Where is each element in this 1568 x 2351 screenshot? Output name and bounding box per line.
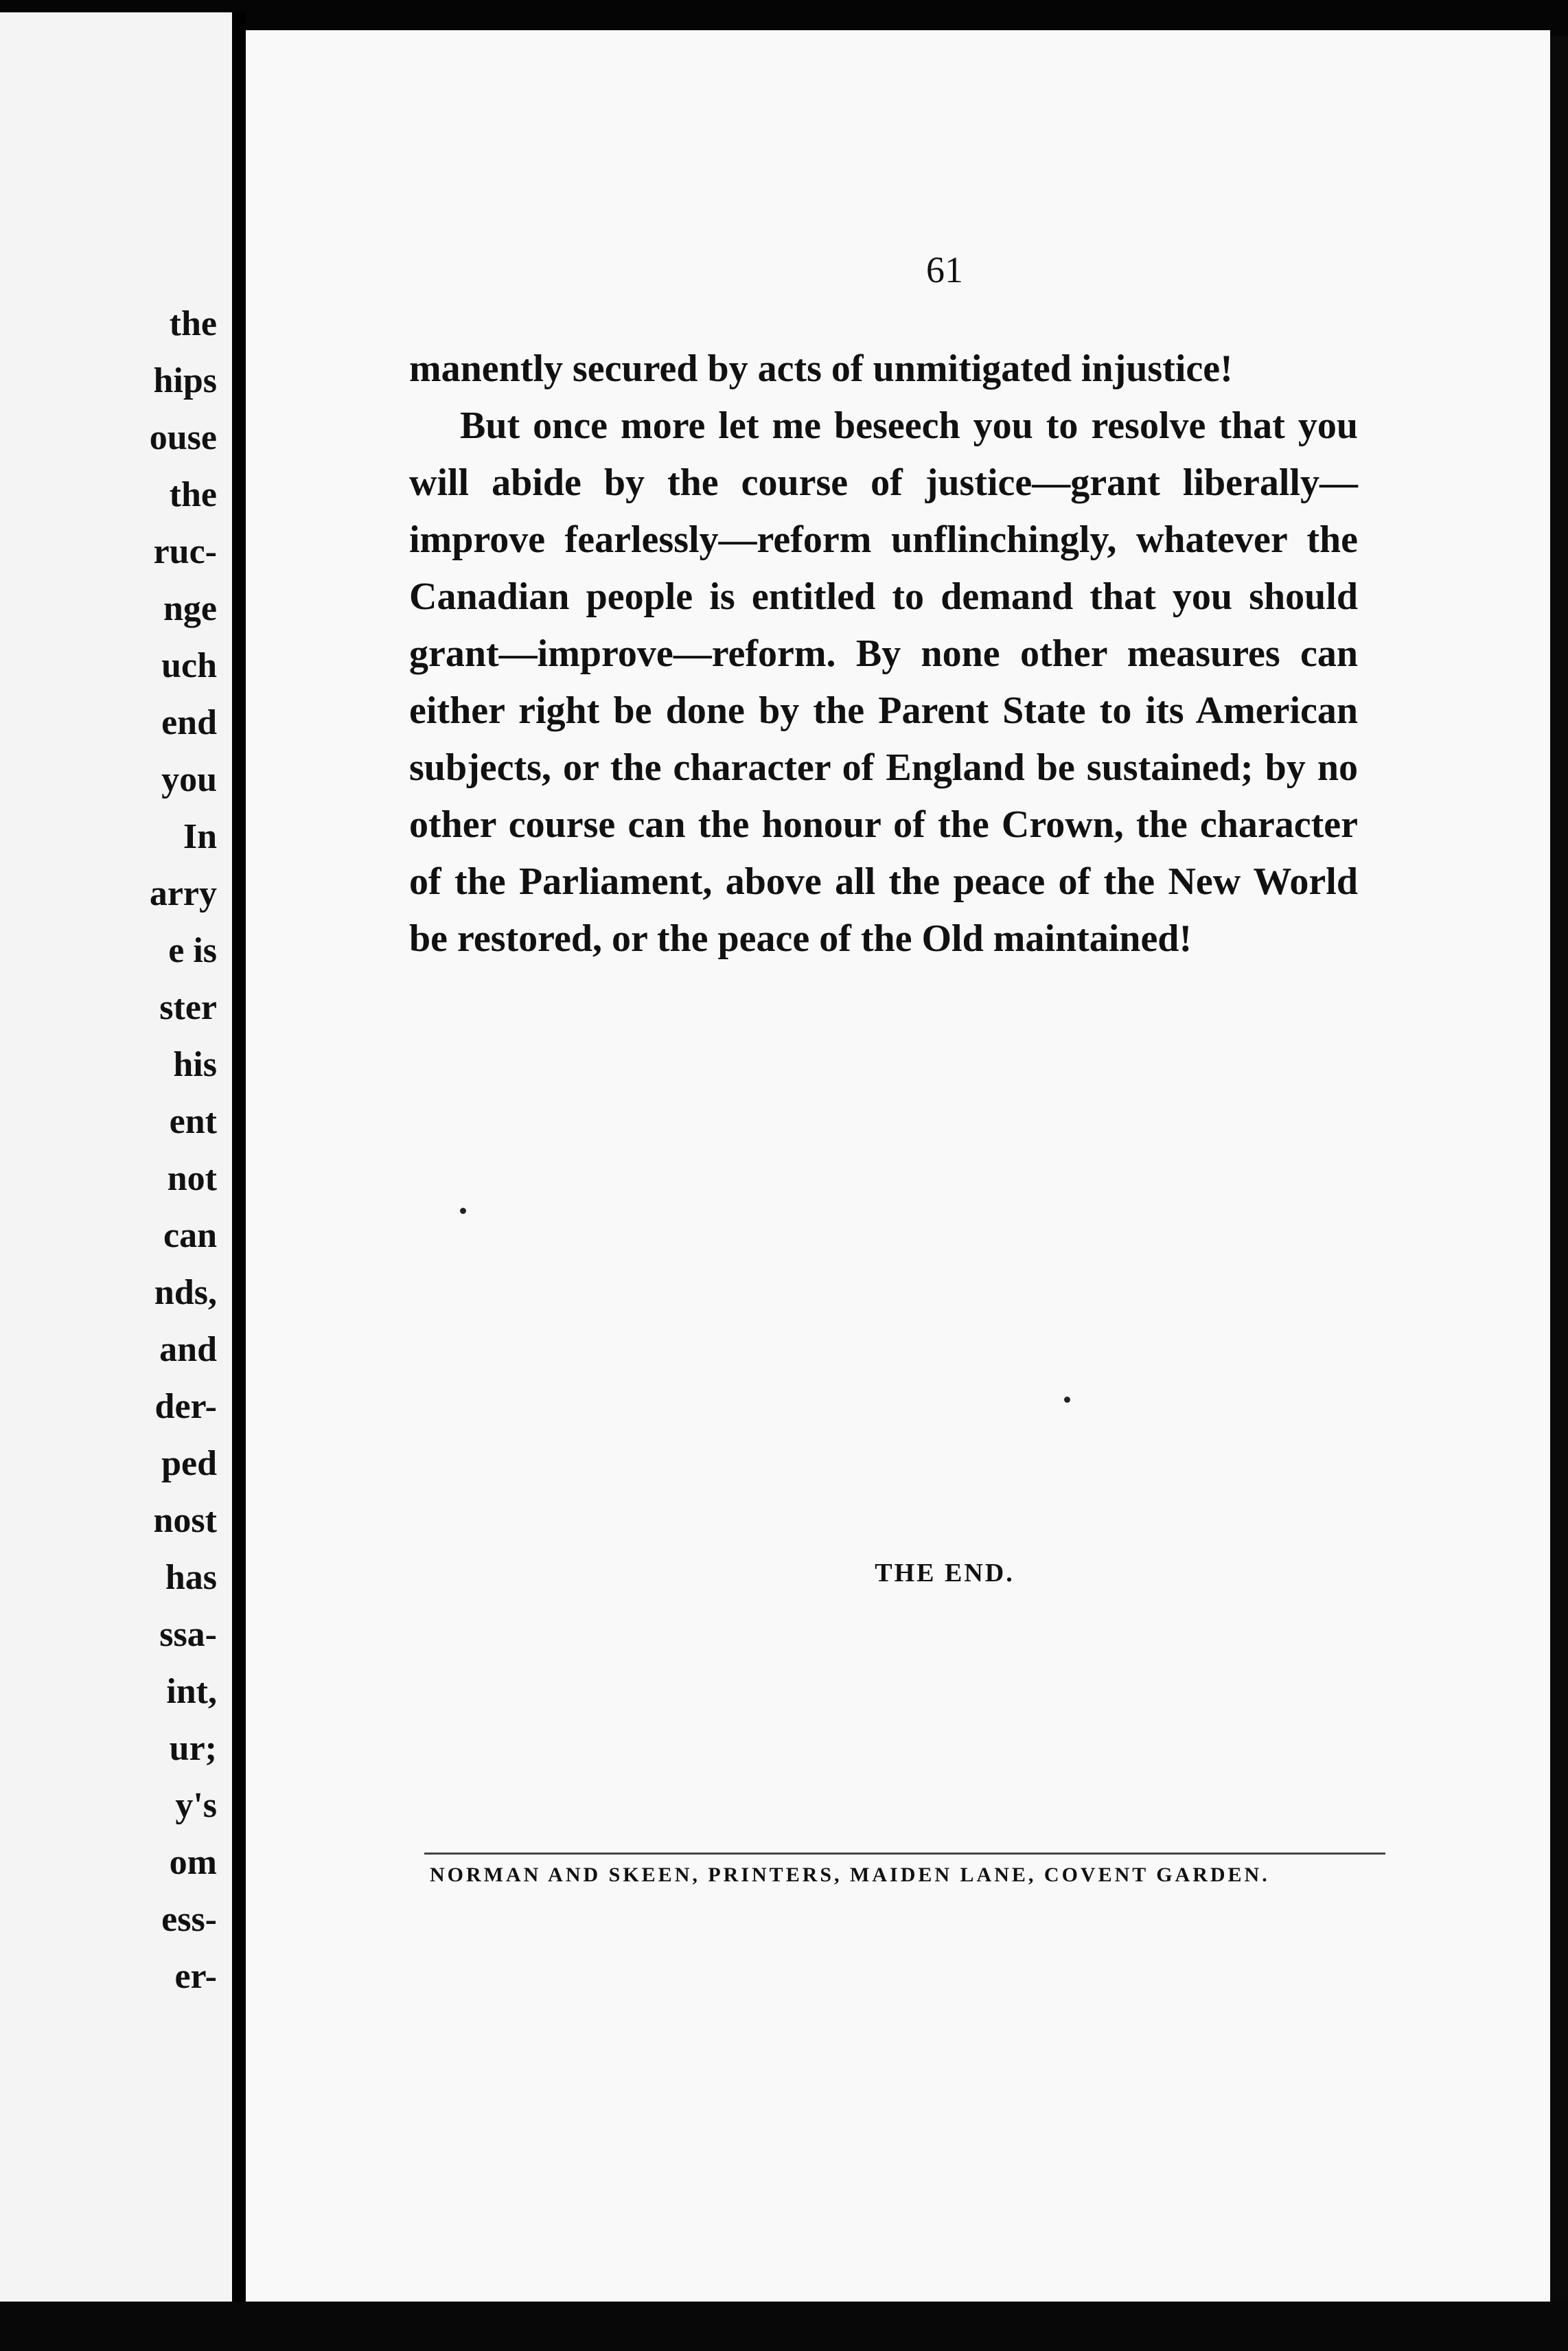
left-page-fragment: not [167, 1159, 217, 1198]
left-page-fragment: the [169, 304, 217, 343]
left-page-fragment: ruc- [153, 532, 217, 571]
left-page-fragment: ur; [169, 1729, 217, 1768]
left-page-fragment: e is [168, 931, 217, 970]
left-page-fragment: arry [149, 874, 217, 913]
ink-speck [460, 1208, 466, 1214]
left-page-fragment: ssa- [159, 1615, 217, 1654]
left-page-fragment: ent [169, 1102, 217, 1141]
body-text [409, 341, 1358, 967]
left-page-fragment: end [161, 703, 217, 742]
left-page-fragment: er- [174, 1957, 217, 1996]
scan-bottom-border [0, 2302, 1568, 2351]
left-page-fragment: om [169, 1843, 217, 1882]
left-page-fragment: the [169, 475, 217, 514]
left-page-fragment: ess- [161, 1900, 217, 1939]
printer-imprint: NORMAN AND SKEEN, PRINTERS, MAIDEN LANE, COVENT GARDEN. [430, 1863, 1270, 1886]
paragraph-1: manently secured by acts of unmitigated injustice! [409, 347, 1233, 390]
left-page-fragment: ouse [149, 418, 217, 457]
left-page-fragment: has [165, 1558, 217, 1597]
paragraph-2: But once more let me beseech you to resolve that you will abide by the course of justice—grant liberally—improve fearlessly—reform unflinchingly, whatever the Canadian people is entitled to demand that you should grant—improve—reform. By none other measures can either right be done by the Parent State to its American subjects, or the character of England be sustained; by no other course can the honour of the Crown, the character of the Parliament, above all the peace of the New World be restored, or the peace of the Old maintained! [409, 404, 1358, 960]
the-end-heading: THE END. [875, 1559, 1015, 1587]
left-page-fragment: hips [153, 361, 217, 400]
ink-speck [1064, 1397, 1070, 1403]
left-page-fragment: nge [163, 589, 217, 628]
left-page-fragment: In [183, 817, 217, 856]
left-page-line-fragments [11, 295, 217, 2005]
left-page-fragment: int, [166, 1672, 217, 1711]
right-page [246, 30, 1550, 2302]
left-page-fragment: his [173, 1045, 217, 1084]
imprint-rule [424, 1853, 1385, 1855]
left-page-fragment: and [159, 1330, 217, 1369]
left-page-fragment: ped [161, 1444, 217, 1483]
left-page-fragment: ster [159, 988, 217, 1027]
left-page-fragment: uch [161, 646, 217, 685]
left-page-fragment: der- [154, 1387, 217, 1426]
left-page-fragment: y's [175, 1786, 217, 1825]
left-page [0, 12, 232, 2306]
page-number: 61 [926, 249, 963, 290]
left-page-fragment: nost [153, 1501, 217, 1540]
book-gutter [232, 12, 246, 2306]
left-page-fragment: nds, [154, 1273, 217, 1312]
left-page-fragment: you [161, 760, 217, 799]
left-page-fragment: can [163, 1216, 217, 1255]
